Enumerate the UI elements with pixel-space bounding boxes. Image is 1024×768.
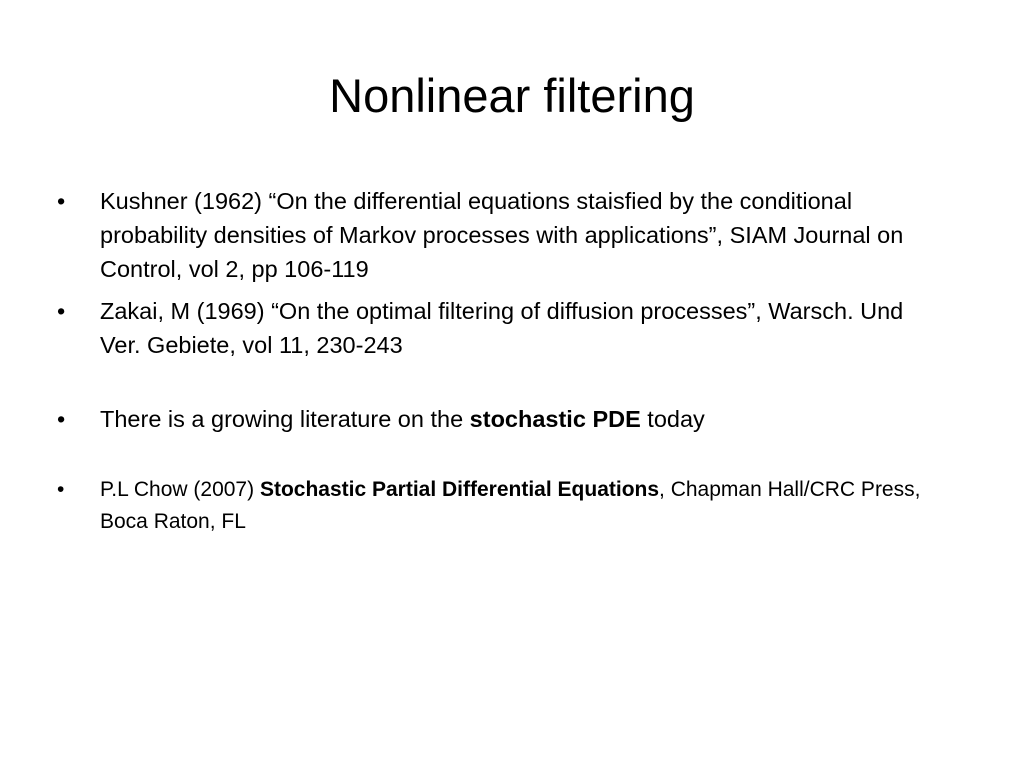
bullet-text-emphasis: stochastic PDE <box>469 406 641 432</box>
bullet-list <box>57 184 937 538</box>
bullet-item-kushner <box>57 184 937 286</box>
bullet-dot-icon: • <box>57 478 65 501</box>
bullet-item-zakai <box>57 294 937 362</box>
bullet-text-after: , Chapman Hall/CRC Press, Boca Raton, FL <box>100 478 921 533</box>
bullet-text-emphasis: Stochastic Partial Differential Equations <box>259 478 660 501</box>
bullet-text-after: today <box>640 406 705 432</box>
slide-title: Nonlinear filtering <box>329 69 695 122</box>
bullet-dot-icon: • <box>57 188 66 214</box>
bullet-text: Zakai, M (1969) “On the optimal filtering of diffusion processes”, Warsch. Und Ver. Gebiete, vol 11, 230-243 <box>100 298 904 358</box>
bullet-item-chow <box>57 474 937 538</box>
bullet-dot-icon: • <box>57 298 66 324</box>
bullet-dot-icon: • <box>57 406 66 432</box>
bullet-item-stochastic-pde <box>57 402 937 436</box>
bullet-text-before: There is a growing literature on the <box>100 406 470 432</box>
bullet-text: Kushner (1962) “On the differential equations staisfied by the conditional probability densities of Markov processes with applications”, SIAM Journal on Control, vol 2, pp 106-119 <box>100 188 904 282</box>
bullet-text-before: P.L Chow (2007) <box>100 478 260 501</box>
